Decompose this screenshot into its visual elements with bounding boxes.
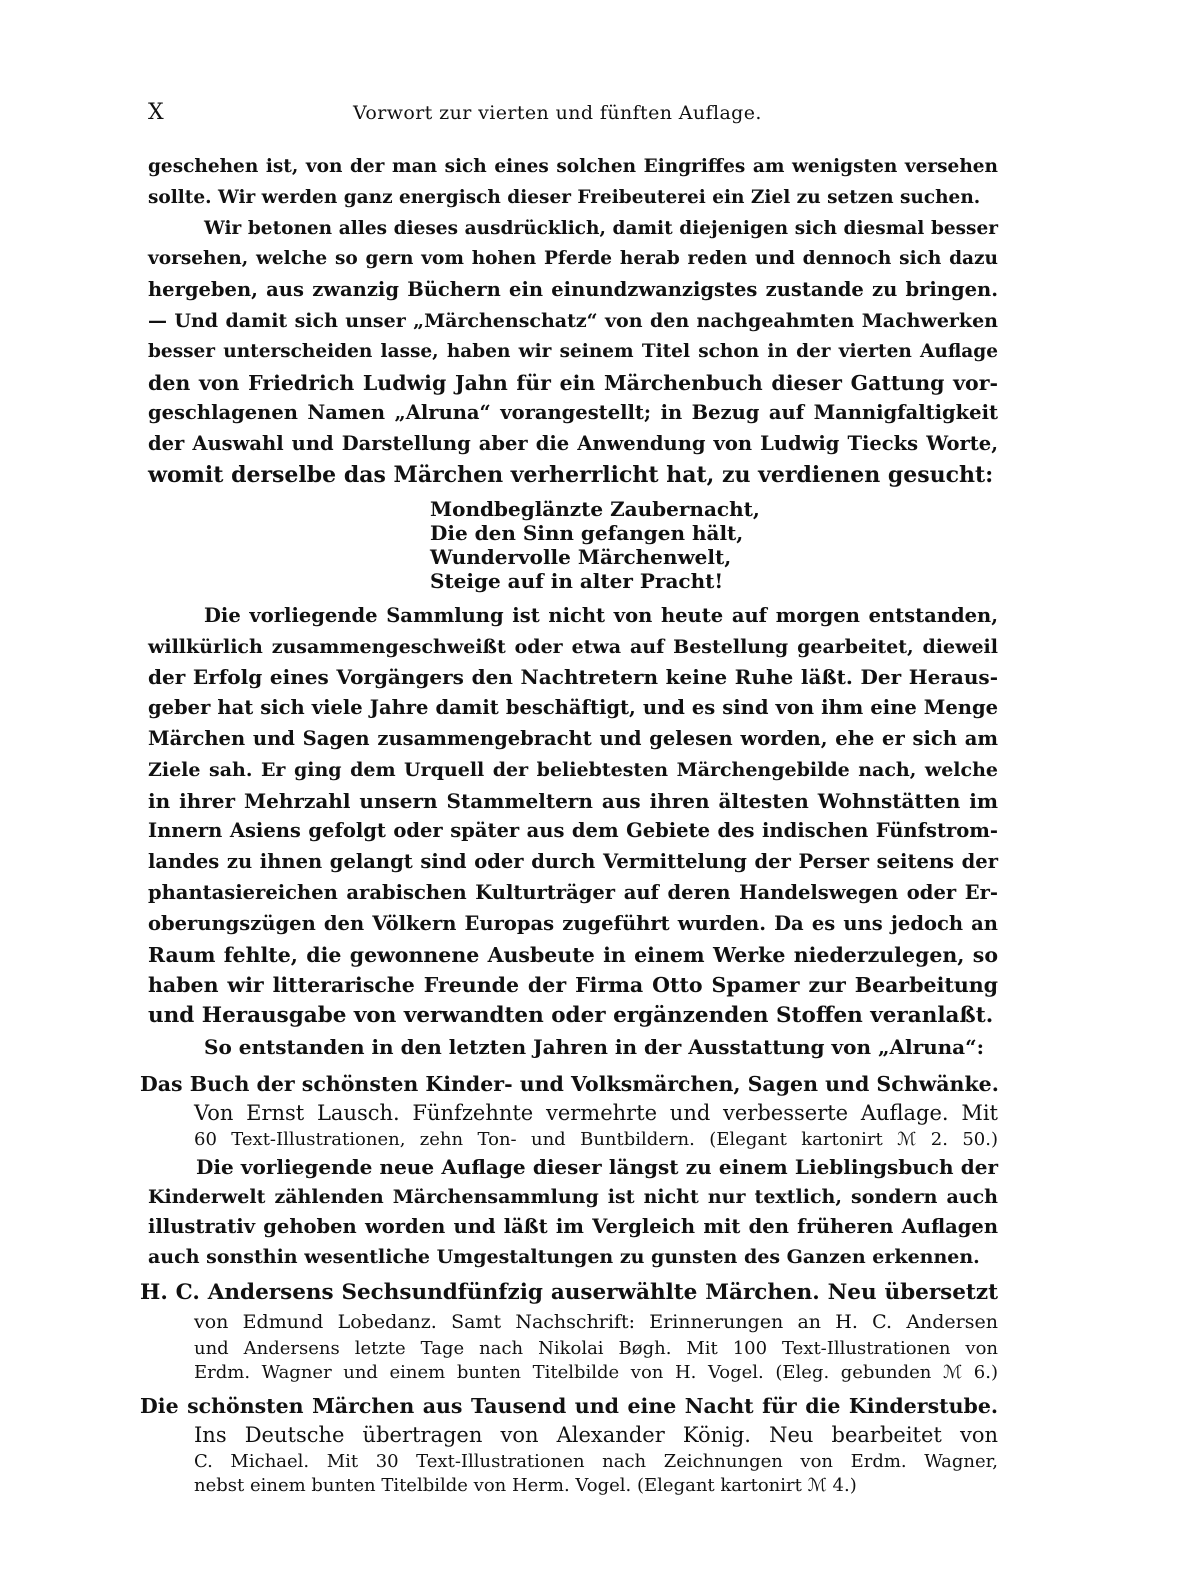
entry-description-line: Kinderwelt zählenden Märchensammlung ist nicht nur textlich, sondern auch: [148, 1185, 998, 1208]
text-line: und Herausgabe von verwandten oder ergänzenden Stoffen veranlaßt.: [148, 1003, 994, 1029]
text-line: Raum fehlte, die gewonnene Ausbeute in einem Werke niederzulegen, so: [148, 942, 998, 967]
poem-line: Wundervolle Märchenwelt,: [430, 544, 732, 569]
text-line: den von Friedrich Ludwig Jahn für ein Märchenbuch dieser Gattung vor-: [148, 370, 998, 395]
text-line: geschehen ist, von der man sich eines solchen Eingriffes am wenigsten versehen: [148, 156, 998, 177]
paragraph-2: [148, 214, 998, 491]
text-line: — Und damit sich unser „Märchenschatz“ von den nachgeahmten Machwerken: [148, 309, 998, 332]
text-line: der Auswahl und Darstellung aber die Anwendung von Ludwig Tiecks Worte,: [148, 432, 998, 456]
text-line: phantasiereichen arabischen Kulturträger auf deren Handelswegen oder Er-: [148, 880, 998, 904]
poem-quote: [148, 497, 998, 593]
text-line: Die vorliegende Sammlung ist nicht von heute auf morgen entstanden,: [204, 603, 998, 627]
text-line: in ihrer Mehrzahl unsern Stammeltern aus ihren ältesten Wohnstätten im: [148, 788, 998, 813]
text-line: womit derselbe das Märchen verherrlicht hat, zu verdienen gesucht:: [148, 461, 994, 488]
entry-title: Das Buch der schönsten Kinder- und Volksmärchen, Sagen und Schwänke.: [140, 1071, 999, 1096]
catalog-entry: [140, 1391, 998, 1498]
running-head: [148, 96, 998, 130]
catalog-entry: [140, 1278, 998, 1385]
text-line: So entstanden in den letzten Jahren in der Ausstattung von „Alruna“:: [204, 1034, 985, 1059]
text-line: Innern Asiens gefolgt oder später aus dem Gebiete des indischen Fünfstrom-: [148, 819, 998, 843]
paragraph-1: [148, 152, 998, 214]
text-line: der Erfolg eines Vorgängers den Nachtretern keine Ruhe läßt. Der Heraus-: [148, 665, 998, 690]
paragraph-4: [148, 1032, 998, 1063]
text-line: haben wir litterarische Freunde der Firma Otto Spamer zur Bearbeitung: [148, 973, 998, 998]
text-line: geber hat sich viele Jahre damit beschäftigt, und es sind von ihm eine Menge: [148, 696, 998, 720]
entry-subline: und Andersens letzte Tage nach Nikolai Bøgh. Mit 100 Text-Illustrationen von: [194, 1337, 998, 1359]
entry-description-line: illustrativ gehoben worden und läßt im Vergleich mit den früheren Auflagen: [148, 1214, 998, 1238]
entry-title: Die schönsten Märchen aus Tausend und eine Nacht für die Kinderstube.: [140, 1393, 998, 1418]
running-title: Vorwort zur vierten und fünften Auflage.: [353, 102, 762, 124]
text-line: besser unterscheiden lasse, haben wir seinem Titel schon in der vierten Auflage: [148, 340, 998, 362]
book-page: [140, 96, 999, 1498]
entry-description-line: auch sonsthin wesentliche Umgestaltungen zu gunsten des Ganzen erkennen.: [148, 1245, 980, 1268]
catalog-entry: [140, 1069, 998, 1272]
text-line: oberungszügen den Völkern Europas zugeführt wurden. Da es uns jedoch an: [148, 911, 998, 935]
body-text: [140, 152, 999, 1498]
entry-subline: Erdm. Wagner und einem bunten Titelbilde von H. Vogel. (Eleg. gebunden ℳ 6.): [194, 1361, 998, 1383]
text-line: vorsehen, welche so gern vom hohen Pferde herab reden und dennoch sich dazu: [148, 248, 998, 270]
entry-description-line: Die vorliegende neue Auflage dieser längst zu einem Lieblingsbuch der: [196, 1154, 998, 1179]
text-line: Wir betonen alles dieses ausdrücklich, damit diejenigen sich diesmal besser: [204, 217, 998, 239]
entry-subline: von Edmund Lobedanz. Samt Nachschrift: Erinnerungen an H. C. Andersen: [194, 1310, 998, 1333]
entry-title: H. C. Andersens Sechsundfünfzig auserwählte Märchen. Neu übersetzt: [140, 1279, 998, 1305]
entry-subline: Von Ernst Lausch. Fünfzehnte vermehrte und verbesserte Auflage. Mit: [194, 1100, 998, 1125]
entry-subline: nebst einem bunten Titelbilde von Herm. Vogel. (Elegant kartonirt ℳ 4.): [194, 1474, 857, 1496]
poem-line: Mondbeglänzte Zaubernacht,: [430, 496, 760, 521]
text-line: Ziele sah. Er ging dem Urquell der beliebtesten Märchengebilde nach, welche: [148, 758, 998, 781]
text-line: geschlagenen Namen „Alruna“ vorangestellt; in Bezug auf Mannigfaltigkeit: [148, 401, 998, 425]
text-line: landes zu ihnen gelangt sind oder durch Vermittelung der Perser seitens der: [148, 850, 998, 874]
entry-subline: Ins Deutsche übertragen von Alexander König. Neu bearbeitet von: [194, 1422, 998, 1447]
page-number: X: [148, 100, 165, 125]
poem-line: Die den Sinn gefangen hält,: [430, 520, 744, 545]
text-line: sollte. Wir werden ganz energisch dieser Freibeuterei ein Ziel zu setzen suchen.: [148, 186, 981, 208]
text-line: willkürlich zusammengeschweißt oder etwa auf Bestellung gearbeitet, dieweil: [148, 635, 998, 658]
poem-line: Steige auf in alter Pracht!: [430, 568, 724, 593]
entry-subline: 60 Text-Illustrationen, zehn Ton- und Buntbildern. (Elegant kartonirt ℳ 2. 50.): [194, 1128, 998, 1150]
text-line: Märchen und Sagen zusammengebracht und gelesen worden, ehe er sich am: [148, 726, 998, 750]
paragraph-3: [148, 601, 998, 1032]
text-line: hergeben, aus zwanzig Büchern ein einundzwanzigstes zustande zu bringen.: [148, 278, 998, 302]
entry-subline: C. Michael. Mit 30 Text-Illustrationen nach Zeichnungen von Erdm. Wagner,: [194, 1450, 998, 1472]
